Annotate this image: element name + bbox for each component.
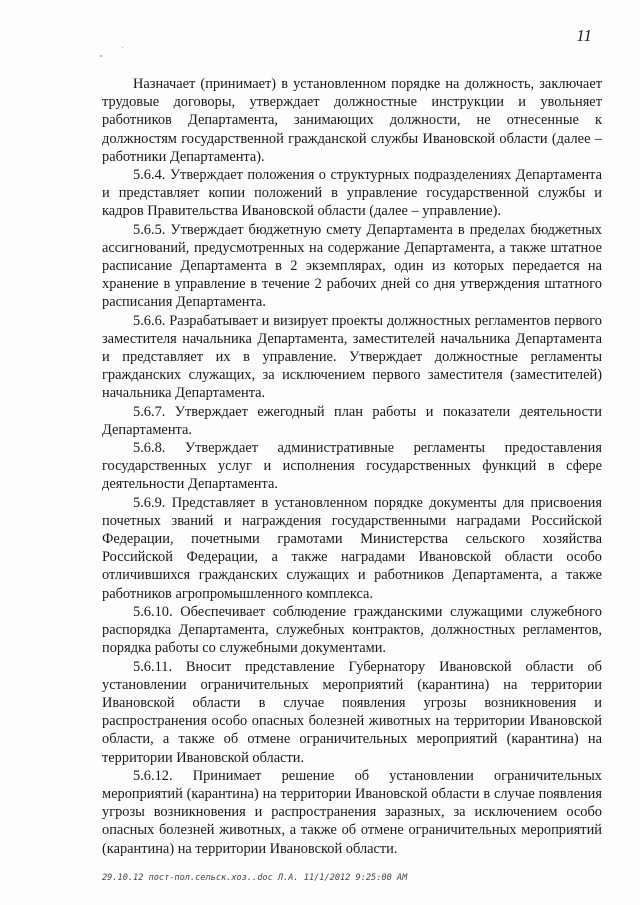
paragraph-5-6-11: 5.6.11. Вносит представление Губернатору Ивановской области об установлении ограничительных мероприятий (карантина) на территории Ивановской области в случае появления угрозы возникновения и распространения особо опасных болезней животных на территории Ивановской области, а также об отмене ограничительных мероприятий (карантина) на территории Ивановской области. <box>102 658 602 766</box>
document-body <box>102 75 602 858</box>
paragraph-5-6-12: 5.6.12. Принимает решение об установлении ограничительных мероприятий (карантина) на территории Ивановской области в случае появления угрозы возникновения и распространения заразных, за исключением особо опасных болезней животных, а также об отмене ограничительных мероприятий (карантина) на территории Ивановской области. <box>102 767 602 857</box>
paragraph-appoints-staff: Назначает (принимает) в установленном порядке на должность, заключает трудовые договоры, утверждает должностные инструкции и увольняет работников Департамента, занимающих должности, не отнесенные к должностям государственной гражданской службы Ивановской области (далее – работники Департамента). <box>102 76 602 165</box>
page-number: 11 <box>576 26 592 45</box>
paragraph-5-6-8: 5.6.8. Утверждает административные регламенты предоставления государственных услуг и исполнения государственных функций в сфере деятельности Департамента. <box>102 440 602 493</box>
paragraph-5-6-10: 5.6.10. Обеспечивает соблюдение гражданскими служащими служебного распорядка Департамента, служебных контрактов, должностных регламентов, порядка работы со служебными документами. <box>102 603 602 657</box>
scan-speck <box>100 55 102 57</box>
paragraph-5-6-9: 5.6.9. Представляет в установленном порядке документы для присвоения почетных званий и награждения государственными наградами Российской Федерации, почетными грамотами Министерства сельского хозяйства Российской Федерации, а также наградами Ивановской области особо отличившихся гражданских служащих и работников Департамента, а также работников агропромышленного комплекса. <box>102 494 602 602</box>
paragraph-5-6-4: 5.6.4. Утверждает положения о структурных подразделениях Департамента и представляет копии положений в управление государственной службы и кадров Правительства Ивановской области (далее – управление). <box>102 167 602 220</box>
scan-speck <box>122 47 123 48</box>
paragraph-5-6-6: 5.6.6. Разрабатывает и визирует проекты должностных регламентов первого заместителя начальника Департамента, заместителей начальника Департамента и представляет их в управление. Утверждает должностные регламенты гражданских служащих, за исключением первого заместителя (заместителей) начальника Департамента. <box>102 312 602 402</box>
paragraph-5-6-5: 5.6.5. Утверждает бюджетную смету Департамента в пределах бюджетных ассигнований, предусмотренных на содержание Департамента, а также штатное расписание Департамента в 2 экземплярах, один из которых передается на хранение в управление в течение 2 рабочих дней со дня утверждения штатного расписания Департамента. <box>102 221 602 311</box>
file-footer: 29.10.12 пост-пол.сельск.хоз..doc Л.А. 11/1/2012 9:25:00 AM <box>102 873 408 883</box>
paragraph-5-6-7: 5.6.7. Утверждает ежегодный план работы и показатели деятельности Департамента. <box>102 403 602 438</box>
